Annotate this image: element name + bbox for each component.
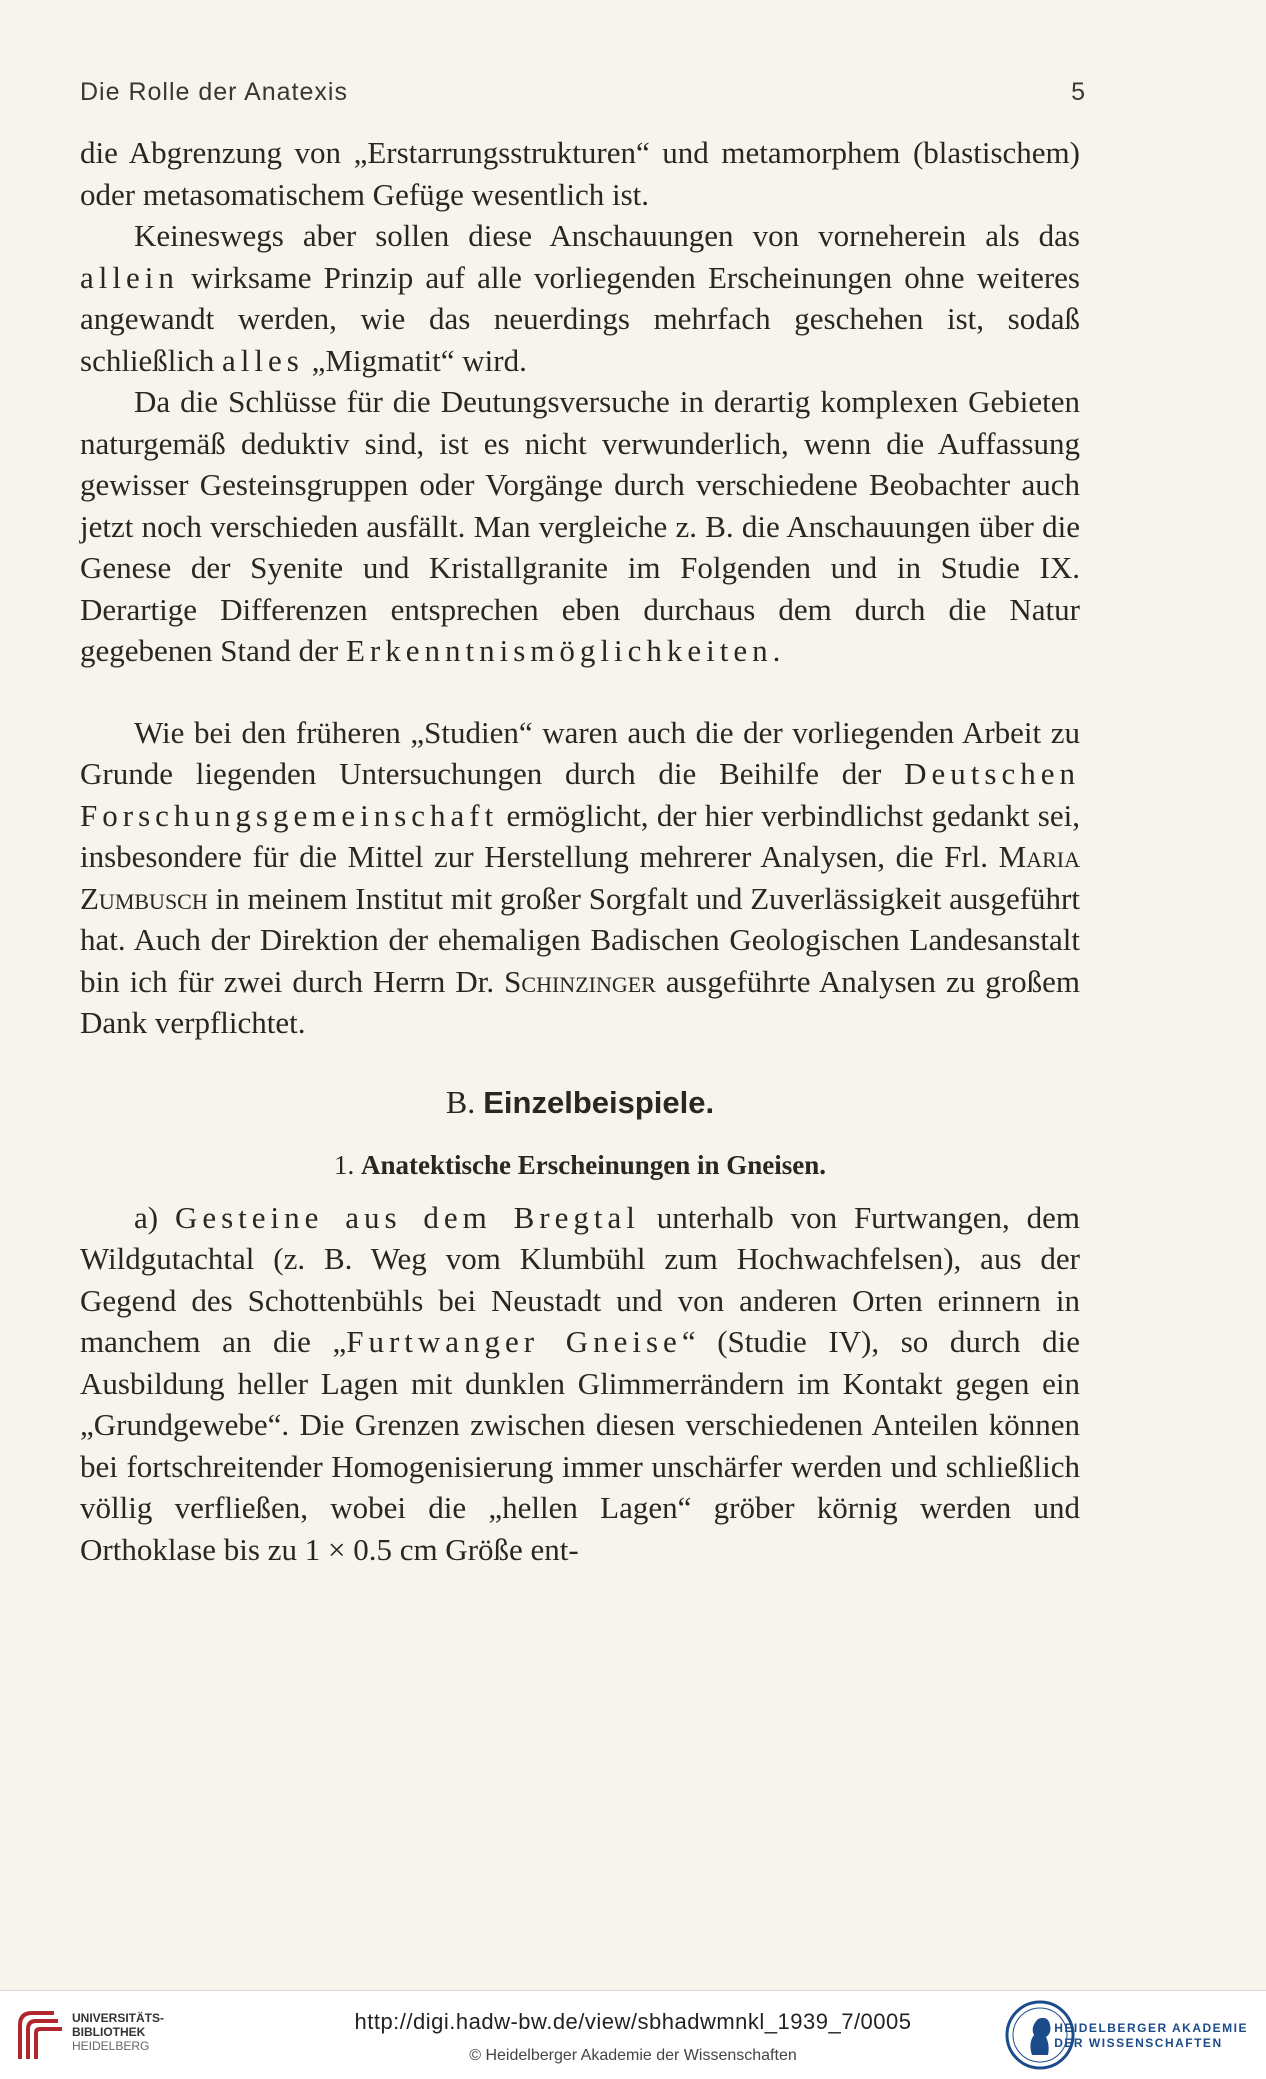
subsection-title: Anatektische Erscheinungen in Gneisen. xyxy=(360,1149,827,1180)
library-name-line2: BIBLIOTHEK xyxy=(72,2025,146,2039)
paragraph-3 xyxy=(80,381,1080,672)
section-heading-b xyxy=(80,1080,1080,1125)
copyright-notice: © Heidelberger Akademie der Wissenschaften xyxy=(469,2047,797,2064)
paragraph-2-text-a: Keineswegs aber sollen diese Anschauungen von vorneherein als das xyxy=(134,218,1080,253)
section-title: Einzelbeispiele. xyxy=(483,1084,715,1120)
emphasis-gesteine-bregtal: Gesteine aus dem Bregtal xyxy=(174,1199,640,1235)
paragraph-4-text-a: Wie bei den früheren „Studien“ waren auch die der vorliegenden Arbeit zu Grunde liegenden Untersuchungen durch die Beihilfe der xyxy=(80,714,1080,791)
section-letter: B. xyxy=(445,1083,476,1120)
paragraph-5-text-a: a) xyxy=(134,1199,175,1235)
library-name-line1: UNIVERSITÄTS- xyxy=(72,2011,165,2025)
paragraph-4-text-c: ermöglicht, der hier verbindlichst gedankt sei, insbesondere für die Mittel zur Herstellung mehrerer Analysen, die Frl. xyxy=(80,797,1080,874)
paragraph-5 xyxy=(80,1197,1080,1571)
emphasis-erkenntnismoeglichkeiten: Erkenntnismöglichkeiten xyxy=(345,633,773,668)
running-head xyxy=(80,78,1086,107)
paragraph-5-text-e: “ (Studie IV), so durch die Ausbildung heller Lagen mit dunklen Glimmerrändern im Kontakt gegen ein „Grundgewebe“. Die Grenzen zwischen diesen verschiedenen Anteilen können bei fortschreitender Homogenisierung immer unschärfer werden und schließlich völlig verfließen, wobei die „hellen Lagen“ gröber körnig werden und Orthoklase bis zu 1 × 0.5 cm Größe ent- xyxy=(80,1324,1080,1567)
page-number: 5 xyxy=(1071,78,1086,106)
academy-name xyxy=(1054,2021,1248,2051)
paragraph-1 xyxy=(80,132,1080,215)
paragraph-2-text-e: „Migmatit“ wird. xyxy=(303,342,527,378)
paragraph-4-text-e: in meinem Institut mit großer Sorgfalt und Zuverlässigkeit ausgeführt hat. Auch der Direktion der ehemaligen Badischen Geologischen Landesanstalt bin ich für zwei durch Herrn Dr. xyxy=(80,880,1080,999)
paragraph-1-text: die Abgrenzung von „Erstarrungsstrukturen“ und metamorphem (blastischem) oder metasomatischem Gefüge wesentlich ist. xyxy=(80,135,1080,212)
emphasis-forschungsgemeinschaft: Deutschen Forschungsgemeinschaft xyxy=(80,756,1080,833)
paragraph-3-text-c: . xyxy=(772,633,781,668)
paragraph-2 xyxy=(80,215,1080,381)
name-maria-zumbusch: Maria Zumbusch xyxy=(80,839,1080,916)
subsection-number: 1. xyxy=(333,1149,355,1180)
paragraph-gap xyxy=(80,672,1080,712)
paragraph-5-text-c: unterhalb von Furtwangen, dem Wildgutachtal (z. B. Weg vom Klumbühl zum Hochwachfelsen), aus der Gegend des Schottenbühls bei Neustadt und von anderen Orten erinnern in manchem an die „ xyxy=(80,1199,1080,1359)
name-schinzinger: Schinzinger xyxy=(504,963,656,999)
body-text xyxy=(80,132,1080,1570)
running-head-title: Die Rolle der Anatexis xyxy=(80,78,348,106)
academy-name-line1: HEIDELBERGER AKADEMIE xyxy=(1054,2021,1248,2035)
paragraph-4 xyxy=(80,712,1080,1044)
paragraph-3-text-a: Da die Schlüsse für die Deutungsversuche in derartig komplexen Gebieten naturgemäß deduktiv sind, ist es nicht verwunderlich, wenn die Auffassung gewisser Gesteinsgruppen oder Vorgänge durch verschiedene Beobachter auch jetzt noch verschieden ausfällt. Man vergleiche z. B. die Anschauungen über die Genese der Syenite und Kristallgranite im Folgenden und in Studie IX. Derartige Differenzen entsprechen eben durchaus dem durch die Natur gegebenen Stand der xyxy=(80,384,1080,668)
library-name-line3: HEIDELBERG xyxy=(72,2039,150,2053)
paragraph-2-text-c: wirksame Prinzip auf alle vorliegenden Erscheinungen ohne weiteres angewandt werden, wie das neuerdings mehrfach geschehen ist, sodaß schließlich xyxy=(80,259,1080,378)
emphasis-furtwanger-gneise: Furtwanger Gneise xyxy=(346,1324,682,1359)
emphasis-allein: allein xyxy=(80,259,179,295)
viewer-footer xyxy=(0,1990,1266,2079)
subsection-heading-1 xyxy=(80,1145,1080,1185)
academy-name-line2: DER WISSENSCHAFTEN xyxy=(1054,2036,1223,2050)
emphasis-alles: alles xyxy=(222,342,304,378)
paragraph-4-text-g: ausgeführte Analysen zu großem Dank verpflichtet. xyxy=(80,963,1080,1040)
permalink-url[interactable]: http://digi.hadw-bw.de/view/sbhadwmnkl_1939_7/0005 xyxy=(354,2009,912,2034)
